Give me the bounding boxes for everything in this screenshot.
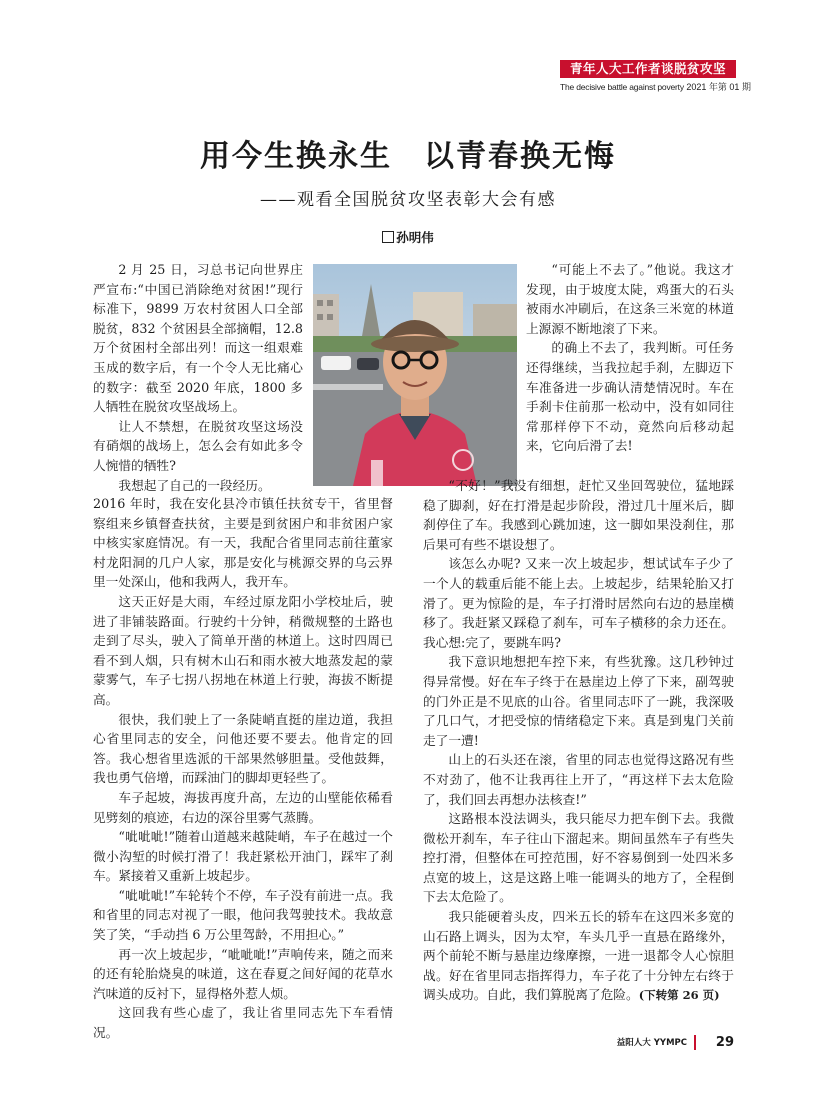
paragraph xyxy=(423,907,734,1006)
text-column-left-bottom xyxy=(93,494,393,1043)
paragraph: 该怎么办呢? 又来一次上坡起步，想试试车子少了一个人的载重后能不能上去。上坡起步，结果轮胎又打滑了。更为惊险的是，车子打滑时居然向右边的悬崖横移了。我赶紧又踩稳了刹车，可车子横移的余力还在。我心想:完了，要跳车吗? xyxy=(423,556,734,650)
author-line xyxy=(0,229,816,247)
paragraph: 让人不禁想，在脱贫攻坚这场没有硝烟的战场上，怎么会有如此多令人惋惜的牺牲? xyxy=(93,418,303,473)
paragraph: “可能上不去了。”他说。我这才发现，由于坡度太陡，鸡蛋大的石头被雨水冲刷后，在这条三米宽的林道上源源不断地滚了下来。 xyxy=(526,262,734,336)
page-footer xyxy=(566,1035,736,1051)
footer-divider xyxy=(694,1035,696,1050)
paragraph: 2 月 25 日，习总书记向世界庄严宣布:“中国已消除绝对贫困!”现行标准下，9899 万农村贫困人口全部脱贫，832 个贫困县全部摘帽，12.8 万个贫困村全部出列！而这一组艰难玉成的数字后，有一个令人无比痛心的数字：截至 2020 年底，1800 多人牺牲在脱贫攻坚战场上。 xyxy=(93,262,303,415)
paragraph: 这路根本没法调头，我只能尽力把车倒下去。我微微松开刹车，车子往山下溜起来。期间虽然车子有些失控打滑，但整体在可控范围，好不容易倒到一处四米多点宽的坡上，这是这路上唯一能调头的地方了，全程倒下去太危险了。 xyxy=(423,811,734,905)
paragraph: 车子起坡，海拔再度升高，左边的山壁能依稀看见劈刻的痕迹，右边的深谷里雾气蒸腾。 xyxy=(93,789,393,825)
author-box-icon xyxy=(382,231,394,243)
paragraph: “呲呲呲!”随着山道越来越陡峭，车子在越过一个微小沟堑的时候打滑了！我赶紧松开油门，踩牢了刹车。紧接着又重新上坡起步。 xyxy=(93,829,393,884)
paragraph: “不好！”我没有细想，赶忙又坐回驾驶位，猛地踩稳了脚刹，好在打滑是起步阶段，滑过几十厘米后，脚刹停住了车。我感到心跳加速，这一脚如果没刹住，那后果可有些不堪设想了。 xyxy=(423,478,734,552)
author-name: 孙明伟 xyxy=(396,230,434,245)
paragraph: “呲呲呲!”车轮转个不停，车子没有前进一点。我和省里的同志对视了一眼，他问我驾驶技术。我故意笑了笑，“手动挡 6 万公里驾龄，不用担心。” xyxy=(93,887,393,943)
continued-note: (下转第 26 页) xyxy=(638,988,720,1003)
author-photo xyxy=(313,264,517,486)
column-title: 青年人大工作者谈脱贫攻坚 xyxy=(569,61,726,76)
paragraph: 的确上不去了，我判断。可任务还得继续，当我拉起手刹，左脚迈下车准备进一步确认清楚情况时。车在手刹卡住前那一松动中，没有如同往常那样停下不动，竟然向后移动起来，它向后滑了去! xyxy=(526,340,734,454)
issue-number: 2021 年第 01 期 xyxy=(686,82,751,92)
page-number: 29 xyxy=(715,1035,734,1050)
paragraph: 这天正好是大雨，车经过原龙阳小学校址后，驶进了非铺装路面。行驶约十分钟，稍微规整的土路也走到了尽头，驶入了简单开凿的林道上。这时四周已看不到人烟，只有树木山石和雨水被大地蒸发起的蒙蒙雾气，车子七拐八拐地在林道上行驶，海拔不断提高。 xyxy=(93,593,393,707)
paragraph: 这回我有些心虚了，我让省里同志先下车看情况。 xyxy=(93,1005,393,1041)
english-tagline: The decisive battle against poverty xyxy=(560,82,684,92)
paragraph-text: 我只能硬着头皮，四米五长的轿车在这四米多宽的山石路上调头，因为太窄，车头几乎一直悬在路缘外，两个前轮不断与悬崖边缘摩擦，一进一退都令人心惊胆战。好在省里同志指挥得力，车子花了十分钟左右终于调头成功。自此，我们算脱离了危险。 xyxy=(423,909,734,1003)
issue-line xyxy=(560,81,751,93)
article-title: 用今生换永生 以青春换无悔 xyxy=(200,139,616,174)
paragraph: 再一次上坡起步，“呲呲呲!”声响传来，随之而来的还有轮胎烧臭的味道，这在春夏之间好闻的花草水汽味道的反衬下，显得格外惹人烦。 xyxy=(93,946,393,1001)
paragraph: 山上的石头还在滚，省里的同志也觉得这路况有些不对劲了，他不让我再往上开了，“再这样下去太危险了，我们回去再想办法核查!” xyxy=(423,752,734,807)
text-column-right-top xyxy=(526,260,734,456)
text-column-right-bottom xyxy=(423,476,734,1006)
article-subtitle: ——观看全国脱贫攻坚表彰大会有感 xyxy=(260,190,556,210)
footer-brand: 益阳人大 YYMPC xyxy=(616,1038,687,1048)
paragraph: 很快，我们驶上了一条陡峭直挺的崖边道，我担心省里同志的安全，问他还要不要去。他肯定的回答。我心想省里选派的干部果然够胆量。受他鼓舞，我也勇气倍增，而踩油门的脚却更轻些了。 xyxy=(93,711,393,786)
text-column-left-top xyxy=(93,260,303,495)
paragraph: 2016 年时，我在安化县冷市镇任扶贫专干，省里督察组来乡镇督查扶贫，主要是到贫困户和非贫困户家中核实家庭情况。有一天，我配合省里同志前往董家村龙阳洞的几户人家，那是安化与桃源交界的乌云界里一处深山，他和我两人，我开车。 xyxy=(93,496,393,590)
paragraph: 我下意识地想把车控下来，有些犹豫。这几秒钟过得异常慢。好在车子终于在悬崖边上停了下来，副驾驶的门外正是不见底的山谷。省里同志吓了一跳，我深吸了几口气，才把受惊的情绪稳定下来。真是到鬼门关前走了一遭! xyxy=(423,654,734,748)
author-photo-illustration xyxy=(313,264,517,486)
paragraph: 我想起了自己的一段经历。 xyxy=(118,477,271,493)
